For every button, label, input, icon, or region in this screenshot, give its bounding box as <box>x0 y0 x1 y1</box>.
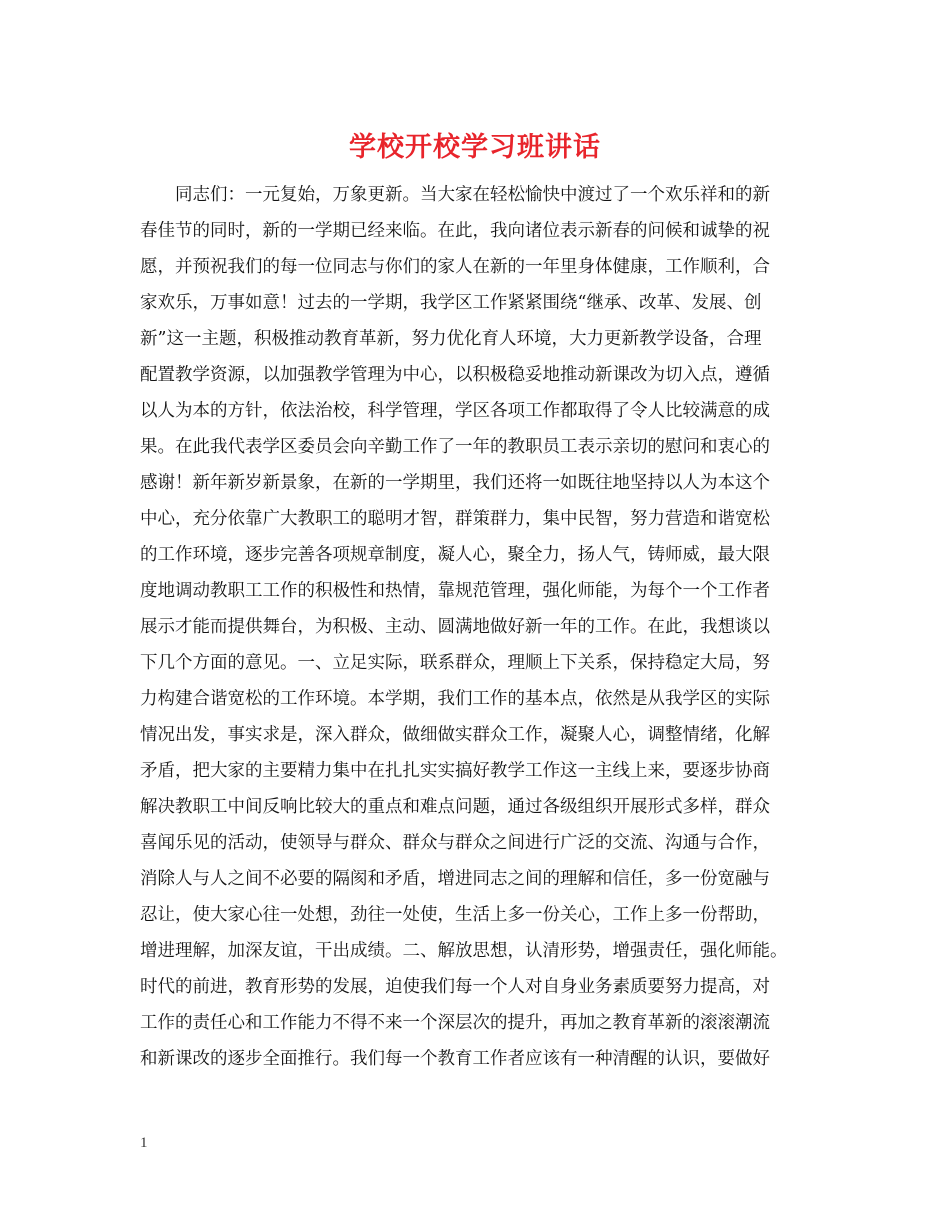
body-line: 情况出发，事实求是，深入群众，做细做实群众工作，凝聚人心，调整情绪，化解 <box>140 725 770 745</box>
body-line: 同志们：一元复始，万象更新。当大家在轻松愉快中渡过了一个欢乐祥和的新 <box>140 185 770 205</box>
body-line: 果。在此我代表学区委员会向辛勤工作了一年的教职员工表示亲切的慰问和衷心的 <box>140 437 770 457</box>
body-line: 喜闻乐见的活动，使领导与群众、群众与群众之间进行广泛的交流、沟通与合作， <box>140 833 770 853</box>
body-line: 展示才能而提供舞台，为积极、主动、圆满地做好新一年的工作。在此，我想谈以 <box>140 617 770 637</box>
body-line: 以人为本的方针，依法治校，科学管理，学区各项工作都取得了令人比较满意的成 <box>140 401 770 421</box>
body-line: 春佳节的同时，新的一学期已经来临。在此，我向诸位表示新春的问候和诚挚的祝 <box>140 221 770 241</box>
document-title: 学校开校学习班讲话 <box>349 132 601 163</box>
body-line: 工作的责任心和工作能力不得不来一个深层次的提升，再加之教育革新的滚滚潮流 <box>140 1013 770 1033</box>
body-line: 时代的前进，教育形势的发展，迫使我们每一个人对自身业务素质要努力提高，对 <box>140 977 770 997</box>
body-line: 配置教学资源，以加强教学管理为中心，以积极稳妥地推动新课改为切入点，遵循 <box>140 365 770 385</box>
body-line: 新”这一主题，积极推动教育革新，努力优化育人环境，大力更新教学设备，合理 <box>140 329 762 349</box>
document-body <box>140 177 820 1077</box>
body-line: 消除人与人之间不必要的隔阂和矛盾，增进同志之间的理解和信任，多一份宽融与 <box>140 869 770 889</box>
body-line: 增进理解，加深友谊，干出成绩。二、解放思想，认清形势，增强责任，强化师能。 <box>140 941 788 961</box>
page-number: 1 <box>140 1135 148 1151</box>
body-line: 感谢！新年新岁新景象，在新的一学期里，我们还将一如既往地坚持以人为本这个 <box>140 473 770 493</box>
body-line: 忍让，使大家心往一处想，劲往一处使，生活上多一份关心，工作上多一份帮助， <box>140 905 770 925</box>
body-line: 力构建合谐宽松的工作环境。本学期，我们工作的基本点，依然是从我学区的实际 <box>140 689 770 709</box>
body-line: 愿，并预祝我们的每一位同志与你们的家人在新的一年里身体健康，工作顺利，合 <box>140 257 770 277</box>
body-line: 解决教职工中间反响比较大的重点和难点问题，通过各级组织开展形式多样，群众 <box>140 797 770 817</box>
body-line: 矛盾，把大家的主要精力集中在扎扎实实搞好教学工作这一主线上来，要逐步协商 <box>140 761 770 781</box>
body-line: 家欢乐，万事如意！过去的一学期，我学区工作紧紧围绕“继承、改革、发展、创 <box>140 293 762 313</box>
body-line: 中心，充分依靠广大教职工的聪明才智，群策群力，集中民智，努力营造和谐宽松 <box>140 509 770 529</box>
body-line: 下几个方面的意见。一、立足实际，联系群众，理顺上下关系，保持稳定大局，努 <box>140 653 770 673</box>
body-line: 的工作环境，逐步完善各项规章制度，凝人心，聚全力，扬人气，铸师威，最大限 <box>140 545 770 565</box>
body-line: 和新课改的逐步全面推行。我们每一个教育工作者应该有一种清醒的认识，要做好 <box>140 1049 770 1069</box>
body-line: 度地调动教职工工作的积极性和热情，靠规范管理，强化师能，为每个一个工作者 <box>140 581 770 601</box>
